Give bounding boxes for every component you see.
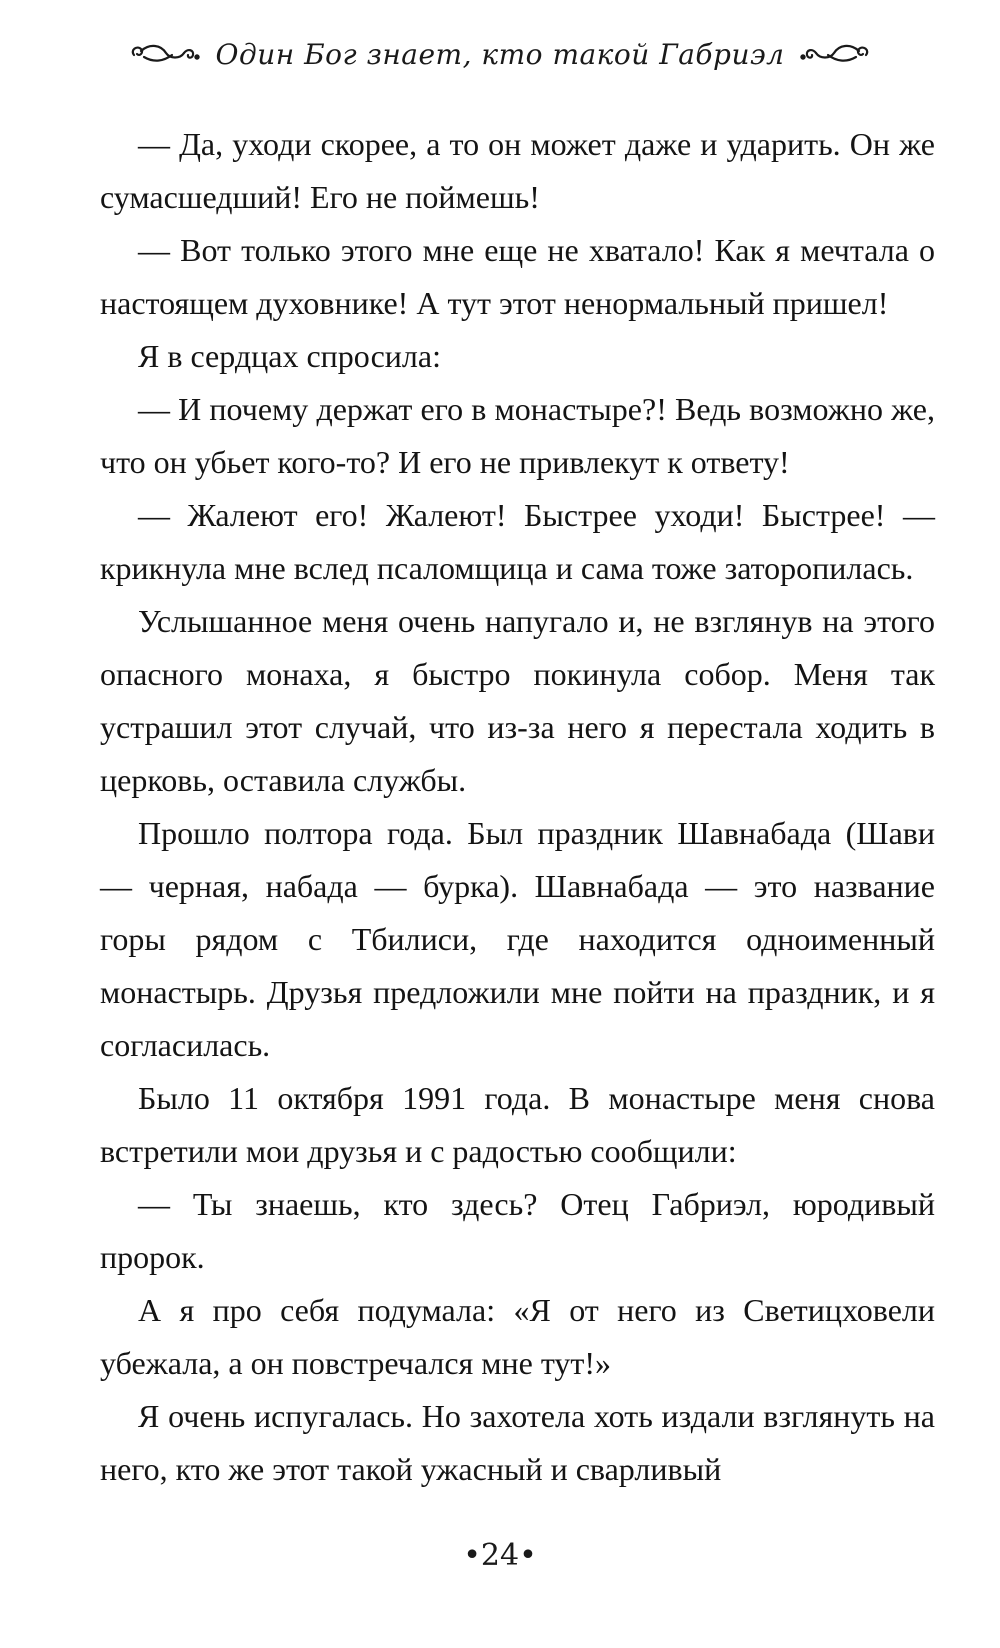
paragraph: — Ты знаешь, кто здесь? Отец Габриэл, юродивый пророк.: [100, 1186, 935, 1275]
paragraph: — Жалеют его! Жалеют! Быстрее уходи! Быстрее! — крикнула мне вслед псаломщица и сама тоже заторопилась.: [100, 497, 935, 586]
paragraph: Я в сердцах спросила:: [138, 338, 441, 374]
left-scroll-ornament-icon: [128, 41, 200, 67]
right-scroll-ornament-icon: [800, 41, 872, 67]
paragraph: Прошло полтора года. Был праздник Шавнабада (Шави — черная, набада — бурка). Шавнабада — это название горы рядом с Тбилиси, где находится одноименный монастырь. Друзья предложили мне пойти на праздник, и я согласилась.: [100, 815, 935, 1063]
running-head: [0, 30, 1000, 78]
paragraph: — Да, уходи скорее, а то он может даже и ударить. Он же сумасшедший! Его не поймешь!: [100, 126, 935, 215]
paragraph: А я про себя подумала: «Я от него из Светицховели убежала, а он повстречался мне тут!»: [100, 1292, 935, 1381]
running-head-title: Один Бог знает, кто такой Габриэл: [215, 37, 785, 71]
paragraph: Было 11 октября 1991 года. В монастыре меня снова встретили мои друзья и с радостью сообщили:: [100, 1080, 935, 1169]
page-number: •24•: [463, 1538, 537, 1573]
paragraph: — Вот только этого мне еще не хватало! Как я мечтала о настоящем духовнике! А тут этот ненормальный пришел!: [100, 232, 935, 321]
paragraph: Услышанное меня очень напугало и, не взглянув на этого опасного монаха, я быстро покинула собор. Меня так устрашил этот случай, что из-за него я перестала ходить в церковь, оставила службы.: [100, 603, 935, 798]
body-text: [100, 118, 935, 1496]
paragraph: — И почему держат его в монастыре?! Ведь возможно же, что он убьет кого-то? И его не привлекут к ответу!: [100, 391, 935, 480]
paragraph: Я очень испугалась. Но захотела хоть издали взглянуть на него, кто же этот такой ужасный и сварливый: [100, 1398, 935, 1487]
